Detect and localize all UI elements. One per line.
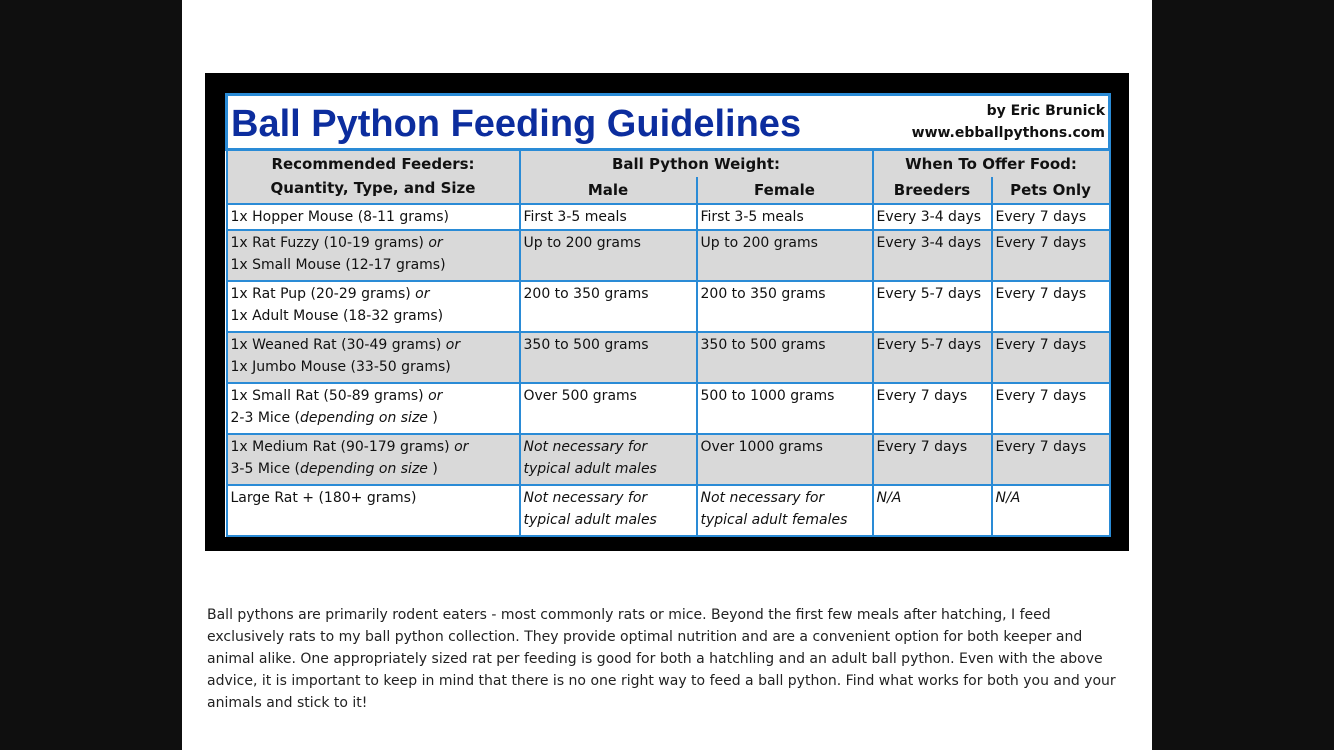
cell-male <box>520 332 697 383</box>
cell-text: 3-5 Mice ( <box>230 461 301 477</box>
cell-pets <box>992 281 1110 332</box>
cell-feeder <box>227 204 520 230</box>
cell-line <box>877 436 988 458</box>
table-row <box>227 332 1110 383</box>
cell-breeders <box>873 204 992 230</box>
cell-line <box>877 232 988 254</box>
cell-text: 1x Hopper Mouse (8-11 grams) <box>230 209 450 225</box>
header-feeders <box>227 150 520 205</box>
cell-line <box>231 232 516 254</box>
header-weight: Ball Python Weight: <box>520 150 873 178</box>
cell-line <box>524 232 693 254</box>
title-row <box>227 95 1110 150</box>
cell-pets <box>992 332 1110 383</box>
cell-breeders <box>873 230 992 281</box>
cell-pets <box>992 204 1110 230</box>
cell-line <box>524 458 693 480</box>
cell-male <box>520 281 697 332</box>
cell-line <box>701 436 869 458</box>
cell-text: 1x Weaned Rat (30-49 grams) <box>230 337 446 353</box>
cell-feeder <box>227 281 520 332</box>
cell-text: 200 to 350 grams <box>700 286 826 302</box>
cell-female <box>697 383 873 434</box>
cell-text: First 3-5 meals <box>523 209 627 225</box>
cell-line <box>701 385 869 407</box>
cell-feeder <box>227 383 520 434</box>
cell-text: Not necessary for <box>700 490 825 506</box>
cell-text: Up to 200 grams <box>700 235 818 251</box>
cell-text: 2-3 Mice ( <box>230 410 301 426</box>
cell-text: N/A <box>995 490 1021 506</box>
cell-line <box>877 206 988 228</box>
cell-line <box>996 385 1106 407</box>
cell-text: First 3-5 meals <box>700 209 804 225</box>
byline <box>912 97 1105 144</box>
cell-line <box>231 206 516 228</box>
cell-line <box>524 509 693 531</box>
cell-text: 500 to 1000 grams <box>700 388 835 404</box>
cell-line <box>701 232 869 254</box>
author: by Eric Brunick <box>986 103 1106 119</box>
feeding-guidelines-table <box>225 93 1111 537</box>
table-row <box>227 434 1110 485</box>
cell-pets <box>992 230 1110 281</box>
cell-line <box>701 509 869 531</box>
header-pets: Pets Only <box>992 177 1110 204</box>
cell-feeder <box>227 485 520 536</box>
cell-line <box>524 487 693 509</box>
cell-female <box>697 485 873 536</box>
document-page <box>182 0 1152 750</box>
cell-text: 350 to 500 grams <box>523 337 649 353</box>
cell-text: Every 3-4 days <box>876 209 982 225</box>
cell-feeder <box>227 230 520 281</box>
cell-text: Over 500 grams <box>523 388 637 404</box>
cell-text: 1x Rat Pup (20-29 grams) <box>230 286 416 302</box>
cell-text: 1x Small Rat (50-89 grams) <box>230 388 429 404</box>
cell-text: 1x Adult Mouse (18-32 grams) <box>230 308 444 324</box>
table-row <box>227 204 1110 230</box>
cell-feeder <box>227 434 520 485</box>
cell-text: Every 7 days <box>995 235 1087 251</box>
cell-text: Every 3-4 days <box>876 235 982 251</box>
cell-female <box>697 332 873 383</box>
cell-feeder <box>227 332 520 383</box>
cell-line <box>701 206 869 228</box>
cell-line <box>231 356 516 378</box>
cell-line <box>701 283 869 305</box>
cell-line <box>231 305 516 327</box>
cell-male <box>520 383 697 434</box>
cell-text: typical adult females <box>700 512 848 528</box>
cell-pets <box>992 485 1110 536</box>
cell-line <box>231 334 516 356</box>
cell-text: Over 1000 grams <box>700 439 823 455</box>
cell-breeders <box>873 332 992 383</box>
cell-text: or <box>415 286 430 302</box>
cell-text: Every 7 days <box>876 439 968 455</box>
feeding-chart-image <box>205 73 1129 551</box>
cell-line <box>231 283 516 305</box>
cell-text: 1x Medium Rat (90-179 grams) <box>230 439 455 455</box>
cell-text: Every 7 days <box>995 337 1087 353</box>
cell-line <box>231 487 516 509</box>
cell-breeders <box>873 485 992 536</box>
cell-line <box>524 206 693 228</box>
cell-text: Not necessary for <box>523 439 648 455</box>
cell-line <box>877 487 988 509</box>
cell-line <box>231 458 516 480</box>
cell-line <box>231 385 516 407</box>
header-offer: When To Offer Food: <box>873 150 1110 178</box>
cell-text: 350 to 500 grams <box>700 337 826 353</box>
cell-female <box>697 204 873 230</box>
cell-line <box>996 206 1106 228</box>
cell-text: N/A <box>876 490 902 506</box>
cell-line <box>231 254 516 276</box>
cell-breeders <box>873 434 992 485</box>
cell-line <box>996 436 1106 458</box>
cell-text: ) <box>427 410 438 426</box>
cell-text: 200 to 350 grams <box>523 286 649 302</box>
cell-text: Every 5-7 days <box>876 286 982 302</box>
cell-line <box>996 334 1106 356</box>
cell-line <box>524 436 693 458</box>
cell-line <box>996 232 1106 254</box>
cell-pets <box>992 383 1110 434</box>
table-row <box>227 383 1110 434</box>
cell-line <box>231 436 516 458</box>
cell-text: or <box>454 439 469 455</box>
header-male: Male <box>520 177 697 204</box>
cell-female <box>697 434 873 485</box>
cell-line <box>877 385 988 407</box>
cell-text: depending on size <box>300 410 428 426</box>
cell-text: Every 7 days <box>995 286 1087 302</box>
cell-text: 1x Rat Fuzzy (10-19 grams) <box>230 235 429 251</box>
header-breeders: Breeders <box>873 177 992 204</box>
cell-text: typical adult males <box>523 461 657 477</box>
header-female: Female <box>697 177 873 204</box>
cell-text: or <box>445 337 461 353</box>
cell-text: or <box>428 235 443 251</box>
description-paragraph: Ball pythons are primarily rodent eaters - most commonly rats or mice. Beyond the first few meals after hatching, I feed exclusively rats to my ball python collection. They provide optimal nutrition and are a convenient option for both keeper and animal alike. One appropriately sized rat per feeding is good for both a hatchling and an adult ball python. Even with the above advice, it is important to keep in mind that there is no one right way to feed a ball python. Find what works for both you and your animals and stick to it! <box>207 607 1116 711</box>
cell-pets <box>992 434 1110 485</box>
cell-line <box>877 283 988 305</box>
cell-breeders <box>873 383 992 434</box>
cell-text: Every 7 days <box>876 388 968 404</box>
table-row <box>227 281 1110 332</box>
cell-line <box>996 487 1106 509</box>
cell-text: Every 5-7 days <box>876 337 982 353</box>
cell-text: 1x Jumbo Mouse (33-50 grams) <box>230 359 451 375</box>
cell-text: Every 7 days <box>995 209 1087 225</box>
header-feeders-line1: Recommended Feeders: <box>271 155 475 173</box>
cell-text: Large Rat + (180+ grams) <box>230 490 417 506</box>
cell-male <box>520 434 697 485</box>
cell-text: 1x Small Mouse (12-17 grams) <box>230 257 446 273</box>
table-row <box>227 230 1110 281</box>
cell-male <box>520 485 697 536</box>
cell-male <box>520 204 697 230</box>
website: www.ebballpythons.com <box>911 125 1106 141</box>
table-title: Ball Python Feeding Guidelines <box>231 103 802 145</box>
cell-line <box>524 283 693 305</box>
cell-text: or <box>428 388 443 404</box>
cell-line <box>524 334 693 356</box>
cell-line <box>701 334 869 356</box>
cell-text: Every 7 days <box>995 388 1087 404</box>
cell-breeders <box>873 281 992 332</box>
cell-text: ) <box>427 461 438 477</box>
cell-line <box>524 385 693 407</box>
cell-line <box>877 334 988 356</box>
cell-text: typical adult males <box>523 512 657 528</box>
cell-text: Every 7 days <box>995 439 1087 455</box>
table-row <box>227 485 1110 536</box>
cell-line <box>996 283 1106 305</box>
cell-line <box>231 407 516 429</box>
cell-text: Up to 200 grams <box>523 235 641 251</box>
cell-female <box>697 230 873 281</box>
cell-text: depending on size <box>300 461 428 477</box>
cell-female <box>697 281 873 332</box>
cell-text: Not necessary for <box>523 490 648 506</box>
header-feeders-line2: Quantity, Type, and Size <box>270 179 476 197</box>
cell-line <box>701 487 869 509</box>
cell-male <box>520 230 697 281</box>
